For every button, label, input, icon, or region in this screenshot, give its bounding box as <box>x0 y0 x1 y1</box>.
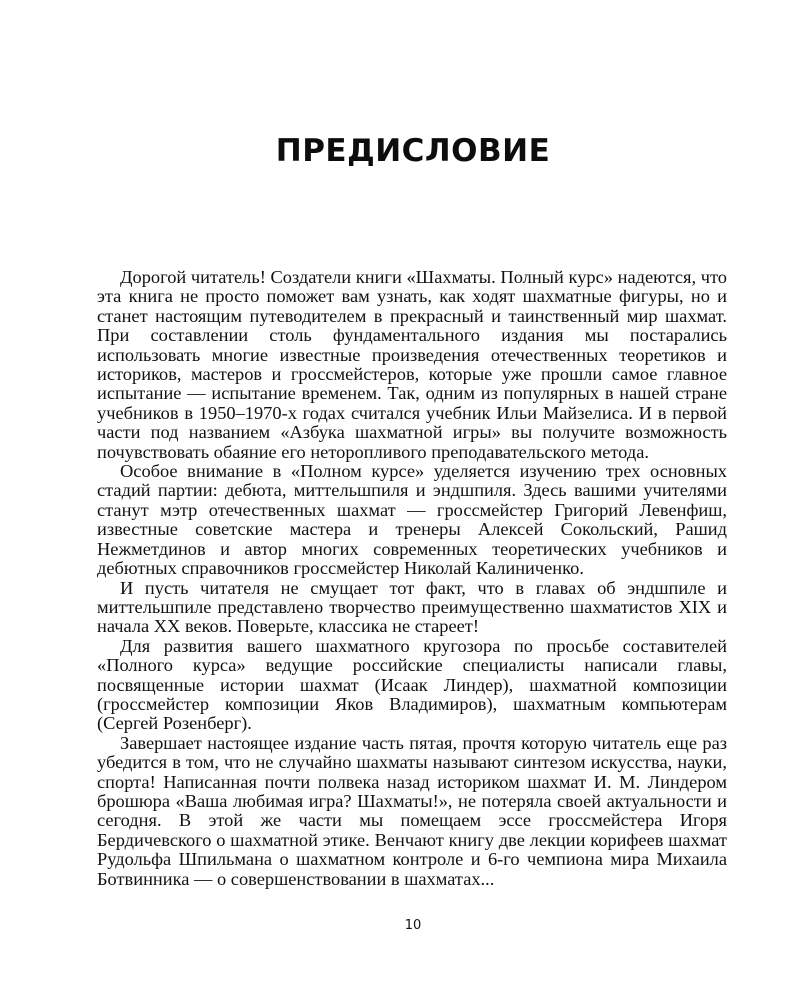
paragraph-4: Для развития вашего шахматного кругозора по просьбе составителей «Полного курса» ведущие российские специалисты написали главы, посвященные истории шахмат (Исаак Линдер), шахматной композиции (гроссмейстер композиции Яков Владимиров), шахматным компьютерам (Сергей Розенберг). <box>97 635 727 734</box>
page-number: 10 <box>404 918 422 933</box>
paragraph-1: Дорогой читатель! Создатели книги «Шахматы. Полный курс» надеются, что эта книга не просто поможет вам узнать, как ходят шахматные фигуры, но и станет настоящим путеводителем в прекрасный и таинственный мир шахмат. При составлении столь фундаментального издания мы постарались использовать многие известные произведения отечественных теоретиков и историков, мастеров и гроссмейстеров, которые уже прошли самое главное испытание — испытание временем. Так, одним из популярных в нашей стране учебников в 1950–1970-х годах считался учебник Ильи Майзелиса. И в первой части под названием «Азбука шахматной игры» вы получите возможность почувствовать обаяние его неторопливого преподавательского метода. <box>97 267 727 462</box>
preface-text <box>97 268 727 889</box>
paragraph-5: Завершает настоящее издание часть пятая, прочтя которую читатель еще раз убедится в том, что не случайно шахматы называют синтезом искусства, науки, спорта! Написанная почти полвека назад историком шахмат И. М. Линдером брошюра «Ваша любимая игра? Шахматы!», не потеряла своей актуальности и сегодня. В этой же части мы помещаем эссе гроссмейстера Игоря Бердичевского о шахматной этике. Венчают книгу две лекции корифеев шахмат Рудольфа Шпильмана о шахматном контроле и 6-го чемпиона мира Михаила Ботвинника — о совершенствовании в шахматах... <box>97 732 727 889</box>
paragraph-3: И пусть читателя не смущает тот факт, что в главах об эндшпиле и миттельшпиле представлено творчество преимущественно шахматистов XIX и начала XX веков. Поверьте, классика не стареет! <box>97 577 727 637</box>
paragraph-2: Особое внимание в «Полном курсе» уделяется изучению трех основных стадий партии: дебюта, миттельшпиля и эндшпиля. Здесь вашими учителями станут мэтр отечественных шахмат — гроссмейстер Григорий Левенфиш, известные советские мастера и тренеры Алексей Сокольский, Рашид Нежметдинов и автор многих современных теоретических учебников и дебютных справочников гроссмейстер Николай Калиниченко. <box>97 461 727 579</box>
page-title: ПРЕДИСЛОВИЕ <box>275 132 551 169</box>
